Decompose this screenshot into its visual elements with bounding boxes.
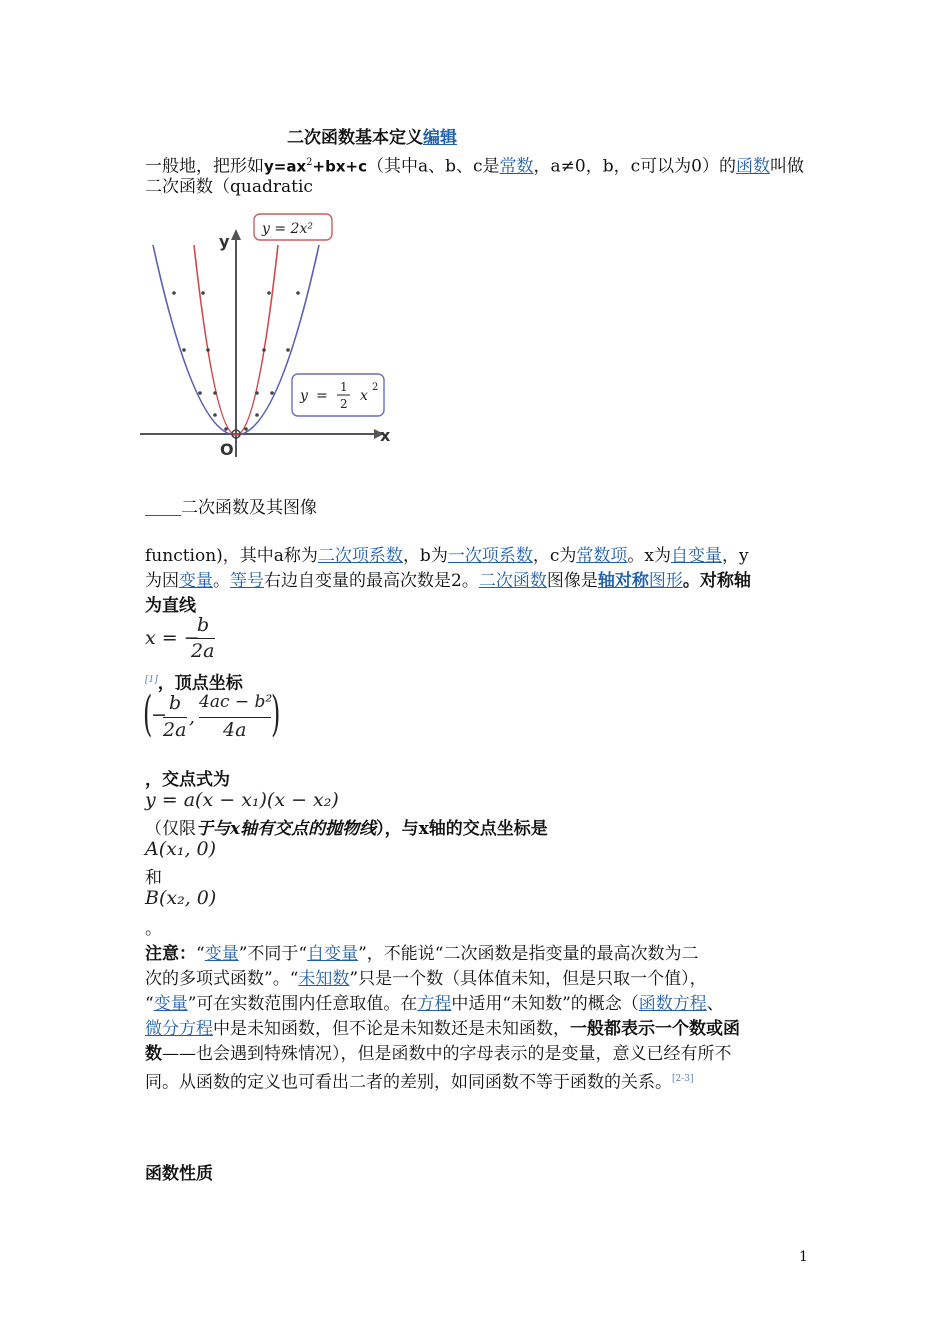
notice-line-3 (145, 992, 724, 1016)
notice-text: 同。从函数的定义也可看出二者的差别，如同函数不等于函数的关系。 (145, 1072, 672, 1093)
body-text: ，b为 (402, 546, 448, 566)
notice-line-4 (145, 1017, 740, 1041)
link-axisymmetric[interactable]: 轴对称 (597, 571, 649, 591)
notice-label: 注意： (145, 944, 196, 964)
link-functional-equation[interactable]: 函数方程 (638, 994, 707, 1014)
notice-text-bold: 数 (145, 1044, 162, 1064)
body-text: 为因 (145, 571, 179, 591)
body-line-1 (145, 544, 749, 568)
vertex-y-denominator: 4a (223, 719, 247, 741)
origin-label: O (220, 440, 234, 459)
link-figure[interactable]: 图形 (648, 571, 683, 591)
label-2x-squared: y = 2x² (262, 221, 313, 237)
label-half-numerator: 1 (340, 380, 348, 394)
notice-line-2 (145, 967, 707, 991)
notice-text: 、 (706, 994, 724, 1014)
link-constant-term[interactable]: 常数项 (576, 546, 628, 566)
vertex-x-fraction-bar (163, 717, 187, 718)
vertex-x-numerator: b (169, 692, 182, 714)
link-variable[interactable]: 变量 (179, 571, 213, 591)
definition-formula: y=ax (264, 157, 307, 176)
intro-text: （其中a、b、c是 (366, 156, 500, 177)
vertex-y-numerator: 4ac − b² (199, 692, 273, 712)
note-text: （仅限 (145, 819, 196, 839)
page-number: 1 (799, 1249, 808, 1265)
page-title (287, 126, 457, 150)
label-half-y: y (300, 388, 308, 404)
vertex-right-paren: ) (271, 686, 281, 742)
intro-text: 叫做 (769, 156, 804, 177)
intercept-formula: y = a(x − x₁)(x − x₂) (145, 789, 339, 811)
label-half-exponent: 2 (372, 382, 379, 393)
y-axis-arrow (231, 229, 241, 240)
link-equation[interactable]: 方程 (417, 994, 452, 1014)
note-text-bold: 于与x轴有交点的抛物线 (196, 819, 377, 839)
body-text: 右边自变量的最高次数是2。 (264, 571, 479, 591)
axis-formula (145, 614, 265, 664)
notice-line-6 (145, 1067, 694, 1095)
axis-formula-denominator: 2a (191, 640, 215, 662)
figure-caption (145, 496, 317, 520)
body-line-3: 为直线 (145, 596, 196, 616)
notice-text: ”不同于“ (238, 944, 308, 964)
link-linear-coefficient[interactable]: 一次项系数 (447, 546, 533, 566)
formula-exponent: 2 (306, 157, 313, 168)
link-independent-variable[interactable]: 自变量 (307, 944, 359, 964)
body-text: 图像是 (546, 571, 598, 591)
link-variable[interactable]: 变量 (153, 994, 188, 1014)
body-text: 。 (213, 571, 230, 591)
vertex-y-fraction-bar (199, 717, 271, 718)
vertex-x-denominator: 2a (163, 719, 187, 741)
vertex-left-paren: ( (143, 686, 153, 742)
link-differential-equation[interactable]: 微分方程 (145, 1019, 213, 1039)
intro-text: 一般地，把形如 (145, 156, 264, 177)
caption-link-blank[interactable] (145, 498, 181, 516)
vertex-minus: − (151, 704, 167, 726)
period: 。 (145, 919, 162, 939)
point-a: A(x₁, 0) (145, 838, 217, 860)
notice-line-1 (145, 942, 698, 966)
label-half-x: x (360, 388, 368, 404)
title-text: 二次函数基本定义 (287, 128, 423, 148)
vertex-formula (143, 686, 283, 746)
notice-line-5 (145, 1042, 732, 1066)
edit-link[interactable]: 编辑 (423, 128, 457, 148)
vertex-label: ，顶点坐标 (157, 673, 243, 694)
note-text-bold: ），与x轴的交点坐标是 (376, 819, 548, 839)
link-equals-sign[interactable]: 等号 (230, 571, 264, 591)
body-text: ，c为 (532, 546, 577, 566)
axis-formula-lhs: x = − (145, 627, 200, 649)
and-text: 和 (145, 868, 162, 888)
notice-text: ”，不能说“二次函数是指变量的最高次数为二 (358, 944, 699, 964)
link-constant[interactable]: 常数 (499, 156, 534, 177)
notice-text: 次的多项式函数”。“ (145, 969, 299, 989)
axis-formula-numerator: b (197, 614, 210, 636)
notice-text: ”只是一个数（具体值未知，但是只取一个值）， (349, 969, 707, 989)
intro-text: ，a≠0，b，c可以为0）的 (533, 156, 736, 177)
notice-text: ”可在实数范围内任意取值。在 (187, 994, 418, 1014)
link-variable[interactable]: 变量 (204, 944, 239, 964)
point-b: B(x₂, 0) (145, 887, 217, 909)
notice-text: 中是未知函数，但不论是未知数还是未知函数， (213, 1019, 570, 1039)
notice-text-bold: 一般都表示一个数或函 (570, 1019, 740, 1039)
notice-text: ——也会遇到特殊情况），但是函数中的字母表示的是变量，意义已经有所不 (162, 1044, 732, 1064)
definition-formula-rest: +bx+c (312, 157, 367, 176)
link-independent-variable[interactable]: 自变量 (670, 546, 722, 566)
body-text: ，y (721, 546, 749, 566)
body-text-bold: 。对称轴 (682, 571, 751, 591)
link-quadratic-coefficient[interactable]: 二次项系数 (317, 546, 403, 566)
intro-line-2: 二次函数（quadratic (145, 177, 313, 197)
reference-2-3[interactable]: [2-3] (672, 1074, 694, 1084)
y-axis-label: y (219, 232, 230, 251)
body-text: 。x为 (627, 546, 671, 566)
notice-text: 中适用“未知数”的概念（ (451, 994, 639, 1014)
label-half-denominator: 2 (340, 397, 348, 411)
body-text: function)，其中a称为 (145, 546, 318, 566)
caption-text: 二次函数及其图像 (181, 498, 317, 518)
link-function[interactable]: 函数 (735, 156, 770, 177)
parabola-figure (140, 205, 400, 463)
notice-text: “ (145, 994, 154, 1014)
axis-formula-fraction-bar (191, 638, 215, 639)
link-quadratic-function[interactable]: 二次函数 (478, 571, 547, 591)
notice-text: “ (196, 944, 205, 964)
reference-1[interactable]: [1] (145, 675, 158, 685)
link-unknown[interactable]: 未知数 (298, 969, 350, 989)
x-axis-label: x (380, 426, 391, 445)
section-heading: 函数性质 (145, 1164, 213, 1184)
body-line-2 (145, 569, 751, 593)
label-half-eq: = (316, 388, 328, 404)
intercept-label: ，交点式为 (145, 770, 230, 790)
vertex-comma: , (189, 706, 196, 728)
